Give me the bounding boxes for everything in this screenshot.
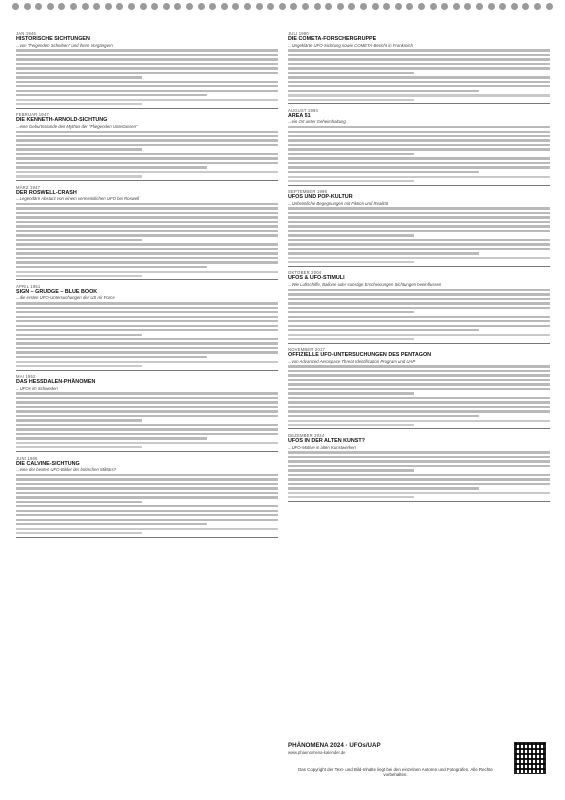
image-caption: [16, 171, 278, 177]
text-line: [288, 54, 550, 56]
entry-body-text: [288, 289, 550, 332]
text-line: [16, 501, 142, 503]
caption-line: [16, 365, 142, 367]
text-line: [16, 338, 278, 340]
caption-line: [288, 492, 550, 494]
image-caption: [16, 361, 278, 367]
text-line: [16, 433, 278, 435]
calendar-binding: [0, 0, 565, 14]
text-line: [16, 225, 278, 227]
text-line: [16, 419, 142, 421]
text-line: [16, 392, 278, 394]
text-line: [288, 90, 479, 92]
timeline-entry: [16, 456, 278, 538]
binding-hole: [418, 3, 425, 10]
section-divider: [288, 103, 550, 104]
text-line: [16, 311, 278, 313]
brand-title: PHÄNOMENA 2024 · UFOs/UAP: [288, 742, 381, 749]
entry-body-text: [16, 49, 278, 96]
entry-date: AUGUST 1994: [288, 107, 319, 113]
entry-title: DIE KENNETH-ARNOLD-SICHTUNG: [16, 117, 108, 124]
caption-line: [288, 420, 550, 422]
text-line: [288, 126, 550, 128]
binding-hole: [325, 3, 332, 10]
binding-hole: [430, 3, 437, 10]
image-caption: [288, 420, 550, 426]
entry-body-text: [288, 207, 550, 254]
text-line: [16, 49, 278, 51]
binding-hole: [279, 3, 286, 10]
text-line: [16, 483, 278, 485]
brand-url: www.phaenomena-kalender.de: [288, 750, 346, 755]
text-line: [288, 379, 550, 381]
timeline-entry: [288, 270, 550, 343]
caption-line: [288, 261, 414, 263]
section-divider: [288, 266, 550, 267]
entry-title: DIE COMETA-FORSCHERGRUPPE: [288, 36, 377, 42]
binding-hole: [244, 3, 251, 10]
text-line: [16, 212, 278, 214]
text-line: [16, 239, 142, 241]
text-line: [16, 63, 278, 65]
caption-line: [288, 99, 414, 101]
text-line: [288, 85, 550, 87]
text-line: [288, 157, 550, 159]
timeline-entry: [16, 112, 278, 180]
text-line: [16, 54, 278, 56]
text-line: [16, 257, 278, 259]
entry-date: SEPTEMBER 1996: [288, 189, 328, 195]
left-column: [16, 31, 278, 541]
entry-date: FEBRUAR 1947: [16, 112, 49, 118]
text-line: [16, 157, 278, 159]
entry-title: UFOS IN DER ALTEN KUNST?: [288, 438, 365, 445]
caption-line: [16, 271, 278, 273]
entry-subtitle: ...Legendäre Absturz von einem vermeintlichen UFO bei Roswell: [16, 196, 140, 202]
text-line: [16, 523, 207, 525]
binding-hole: [24, 3, 31, 10]
binding-hole: [116, 3, 123, 10]
text-line: [16, 401, 278, 403]
binding-hole: [360, 3, 367, 10]
entry-date: OKTOBER 2004: [288, 270, 322, 276]
section-divider: [16, 370, 278, 371]
image-caption: [288, 334, 550, 340]
text-line: [288, 401, 550, 403]
text-line: [288, 320, 550, 322]
text-line: [16, 415, 278, 417]
section-divider: [288, 343, 550, 344]
text-line: [16, 437, 207, 439]
text-line: [16, 261, 278, 263]
binding-hole: [35, 3, 42, 10]
text-line: [288, 307, 550, 309]
binding-hole: [140, 3, 147, 10]
text-line: [16, 248, 278, 250]
binding-hole: [395, 3, 402, 10]
section-divider: [16, 180, 278, 181]
text-line: [16, 148, 142, 150]
text-line: [288, 370, 550, 372]
text-line: [16, 492, 278, 494]
image-caption: [288, 257, 550, 263]
section-divider: [288, 428, 550, 429]
text-line: [16, 514, 278, 516]
caption-line: [16, 528, 278, 530]
text-line: [288, 316, 550, 318]
entry-subtitle: ...Unheimliche Begegnungen mit Fiktion und Realität: [288, 200, 389, 206]
timeline-entry: [16, 374, 278, 451]
text-line: [16, 397, 278, 399]
binding-hole: [105, 3, 112, 10]
text-line: [288, 76, 550, 78]
binding-hole: [302, 3, 309, 10]
binding-hole: [70, 3, 77, 10]
section-divider: [16, 108, 278, 109]
text-line: [16, 505, 278, 507]
text-line: [16, 351, 278, 353]
text-line: [16, 67, 278, 69]
timeline-entry: [16, 185, 278, 280]
caption-line: [288, 496, 414, 498]
binding-hole: [441, 3, 448, 10]
entry-date: APRIL 1951: [16, 283, 41, 289]
entry-subtitle: ...Wie Luftschiffe, Ballone oder sonstige Erscheinungen Sichtungen beeinflussen: [288, 281, 442, 287]
caption-line: [16, 442, 278, 444]
caption-line: [16, 103, 142, 105]
caption-line: [16, 99, 278, 101]
entry-date: MAI 1952: [16, 374, 36, 380]
text-line: [16, 162, 278, 164]
entry-body-text: [288, 365, 550, 417]
copyright-note: Das Copyright der Text- und Bild-Inhalte liegt bei den einzelnen Autoren und Fotografen. Alle Rechte vorbehalten.: [298, 767, 493, 778]
binding-hole: [82, 3, 89, 10]
entry-subtitle: ...ein Ort unter Geheimhaltung: [288, 119, 346, 125]
entry-title: DAS HESSDALEN-PHÄNOMEN: [16, 379, 96, 386]
entry-date: NOVEMBER 2017: [288, 347, 326, 353]
binding-hole: [453, 3, 460, 10]
text-line: [16, 207, 278, 209]
text-line: [288, 374, 550, 376]
binding-hole: [372, 3, 379, 10]
text-line: [288, 456, 550, 458]
binding-hole: [267, 3, 274, 10]
text-line: [16, 356, 207, 358]
text-line: [288, 410, 550, 412]
text-line: [288, 415, 479, 417]
text-line: [16, 307, 278, 309]
text-line: [288, 162, 550, 164]
binding-hole: [186, 3, 193, 10]
text-line: [16, 166, 207, 168]
text-line: [288, 131, 550, 133]
text-line: [288, 239, 550, 241]
binding-hole: [174, 3, 181, 10]
text-line: [288, 212, 550, 214]
caption-line: [288, 338, 414, 340]
text-line: [288, 216, 550, 218]
text-line: [16, 474, 278, 476]
timeline-entry: [288, 347, 550, 429]
binding-hole: [93, 3, 100, 10]
text-line: [16, 131, 278, 133]
binding-hole: [546, 3, 553, 10]
text-line: [16, 85, 278, 87]
text-line: [288, 478, 550, 480]
text-line: [288, 252, 479, 254]
binding-hole: [58, 3, 65, 10]
text-line: [16, 519, 278, 521]
binding-hole: [47, 3, 54, 10]
entry-date: JULI 1990: [288, 31, 309, 36]
entry-title: UFOS & UFO-STIMULI: [288, 275, 345, 282]
section-divider: [288, 501, 550, 502]
entry-title: UFOS UND POP-KULTUR: [288, 194, 353, 201]
binding-hole: [198, 3, 205, 10]
entry-title: DIE CALVINE-SICHTUNG: [16, 460, 80, 467]
caption-line: [16, 361, 278, 363]
section-divider: [288, 185, 550, 186]
caption-line: [288, 180, 414, 182]
text-line: [16, 135, 278, 137]
caption-line: [288, 334, 550, 336]
caption-line: [16, 446, 142, 448]
text-line: [288, 148, 550, 150]
text-line: [16, 510, 278, 512]
binding-hole: [209, 3, 216, 10]
entry-title: DER ROSWELL-CRASH: [16, 189, 77, 196]
text-line: [16, 325, 278, 327]
entry-subtitle: ...eine Geburtsstunde des Mythos der "Fliegenden Untertassen": [16, 123, 138, 129]
text-line: [16, 316, 278, 318]
text-line: [288, 221, 550, 223]
binding-hole: [383, 3, 390, 10]
text-line: [16, 410, 278, 412]
text-line: [288, 67, 550, 69]
binding-hole: [128, 3, 135, 10]
right-column: [288, 31, 550, 505]
image-caption: [16, 271, 278, 277]
binding-hole: [232, 3, 239, 10]
entry-body-text: [16, 302, 278, 358]
binding-hole: [12, 3, 19, 10]
text-line: [16, 139, 278, 141]
binding-hole: [511, 3, 518, 10]
text-line: [16, 243, 278, 245]
caption-line: [16, 532, 142, 534]
text-line: [16, 153, 278, 155]
binding-hole: [406, 3, 413, 10]
binding-hole: [348, 3, 355, 10]
text-line: [16, 302, 278, 304]
binding-hole: [256, 3, 263, 10]
entry-subtitle: ...UFOs im Schweden: [16, 385, 58, 391]
text-line: [288, 392, 414, 394]
section-divider: [16, 537, 278, 538]
entry-date: MÄRZ 1947: [16, 184, 41, 190]
text-line: [288, 406, 550, 408]
caption-line: [288, 257, 550, 259]
binding-hole: [476, 3, 483, 10]
entry-subtitle: ...eine der besten UFO-Bilder der britischen Militärs?: [16, 467, 117, 472]
image-caption: [288, 176, 550, 182]
section-divider: [16, 451, 278, 452]
binding-hole: [163, 3, 170, 10]
text-line: [16, 221, 278, 223]
text-line: [288, 72, 414, 74]
image-caption: [288, 492, 550, 498]
text-line: [288, 474, 550, 476]
text-line: [16, 347, 278, 349]
text-line: [288, 365, 550, 367]
image-caption: [288, 94, 550, 100]
entry-date: DEZEMBER 2024: [288, 433, 325, 439]
caption-line: [288, 176, 550, 178]
text-line: [288, 234, 414, 236]
text-line: [288, 383, 550, 385]
text-line: [288, 465, 550, 467]
binding-hole: [499, 3, 506, 10]
text-line: [16, 428, 278, 430]
text-line: [288, 139, 550, 141]
text-line: [288, 58, 550, 60]
text-line: [288, 487, 479, 489]
text-line: [288, 207, 550, 209]
text-line: [288, 469, 414, 471]
image-caption: [16, 528, 278, 534]
text-line: [16, 266, 207, 268]
timeline-entry: [16, 31, 278, 108]
text-line: [288, 135, 550, 137]
text-line: [288, 63, 550, 65]
text-line: [288, 144, 550, 146]
text-line: [288, 388, 550, 390]
text-line: [16, 94, 207, 96]
text-line: [288, 293, 550, 295]
text-line: [16, 342, 278, 344]
text-line: [16, 424, 278, 426]
text-line: [288, 483, 550, 485]
binding-hole: [534, 3, 541, 10]
text-line: [16, 72, 278, 74]
text-line: [288, 166, 550, 168]
image-caption: [16, 99, 278, 105]
text-line: [16, 203, 278, 205]
text-line: [288, 81, 550, 83]
text-line: [16, 406, 278, 408]
text-line: [16, 496, 278, 498]
caption-line: [288, 94, 550, 96]
binding-hole: [522, 3, 529, 10]
entry-body-text: [16, 131, 278, 169]
qr-code: [514, 742, 546, 774]
entry-subtitle: ...von Advanced Aerospace Threat Identification Program und UAP: [288, 358, 416, 364]
entry-title: OFFIZIELLE UFO-UNTERSUCHUNGEN DES PENTAGON: [288, 352, 432, 359]
caption-line: [16, 175, 142, 177]
text-line: [288, 225, 550, 227]
text-line: [288, 302, 550, 304]
timeline-entry: [288, 189, 550, 266]
timeline-entry: [16, 284, 278, 370]
footer: [288, 742, 550, 777]
entry-subtitle: ...die ersten UFO-Untersuchungen der US Air Force: [16, 295, 115, 301]
timeline-entry: [288, 31, 550, 104]
entry-title: SIGN – GRUDGE – BLUE BOOK: [16, 288, 98, 295]
entry-body-text: [288, 451, 550, 489]
text-line: [288, 298, 550, 300]
text-line: [288, 451, 550, 453]
text-line: [16, 76, 142, 78]
entry-subtitle: ...UFO-Motive in alten Kunstwerken: [288, 444, 356, 450]
text-line: [16, 334, 142, 336]
caption-line: [288, 424, 414, 426]
text-line: [288, 397, 550, 399]
text-line: [16, 216, 278, 218]
image-caption: [16, 442, 278, 448]
text-line: [16, 320, 278, 322]
timeline-entry: [288, 108, 550, 185]
text-line: [288, 153, 414, 155]
text-line: [288, 171, 479, 173]
text-line: [16, 90, 278, 92]
text-line: [288, 49, 550, 51]
entry-body-text: [288, 49, 550, 92]
binding-hole: [488, 3, 495, 10]
entry-title: AREA 51: [288, 112, 311, 119]
text-line: [16, 252, 278, 254]
binding-hole: [337, 3, 344, 10]
text-line: [16, 81, 278, 83]
entry-body-text: [16, 392, 278, 439]
text-line: [16, 58, 278, 60]
binding-hole: [314, 3, 321, 10]
caption-line: [16, 275, 142, 277]
binding-hole: [290, 3, 297, 10]
text-line: [288, 329, 479, 331]
timeline-entry: [288, 433, 550, 501]
text-line: [288, 230, 550, 232]
entry-title: HISTORISCHE SICHTUNGEN: [16, 36, 90, 42]
entry-date: JUNI 1966: [16, 455, 38, 461]
binding-hole: [221, 3, 228, 10]
text-line: [16, 487, 278, 489]
binding-hole: [151, 3, 158, 10]
text-line: [288, 325, 550, 327]
text-line: [288, 311, 414, 313]
text-line: [16, 230, 278, 232]
entry-body-text: [288, 126, 550, 173]
text-line: [16, 329, 278, 331]
text-line: [16, 234, 278, 236]
entry-date: JAN 1946: [16, 31, 36, 36]
text-line: [288, 248, 550, 250]
entry-body-text: [16, 203, 278, 268]
entry-subtitle: ...Ungeklärte UFO-Sichtung sowie COMETA-Bericht in Frankreich: [288, 42, 414, 48]
text-line: [288, 243, 550, 245]
caption-line: [16, 171, 278, 173]
text-line: [288, 460, 550, 462]
binding-hole: [464, 3, 471, 10]
text-line: [16, 144, 278, 146]
section-divider: [16, 279, 278, 280]
text-line: [288, 289, 550, 291]
entry-body-text: [16, 474, 278, 526]
entry-subtitle: ...von "Feigenden Scheiben" und ihren Vorgängern: [16, 42, 113, 48]
text-line: [16, 478, 278, 480]
